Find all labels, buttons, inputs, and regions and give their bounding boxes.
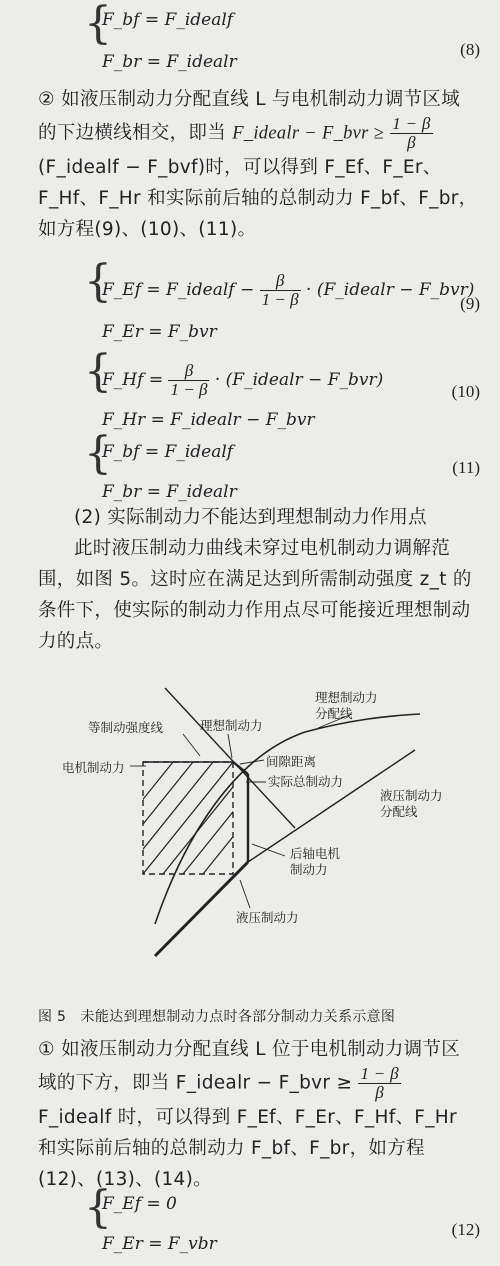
label-gap: 间隙距离	[266, 754, 317, 769]
eq10-fraction: $\frac{\beta}{1 - \beta}$	[170, 361, 208, 399]
label-ideal-force: 理想制动力	[200, 718, 263, 733]
eq10-line1-a: F_Hf =	[102, 370, 164, 390]
label-actual-total: 实际总制动力	[268, 774, 344, 789]
paragraph-2	[38, 1034, 478, 1195]
section-2	[38, 502, 478, 657]
section-body: 此时液压制动力曲线未穿过电机制动力调解范围，如图 5。这时应在满足达到所需制动强度 z_t 的条件下，使实际的制动力作用点尽可能接近理想制动力的点。	[38, 538, 472, 652]
label-rear-motor: 后轴电机	[290, 846, 341, 861]
figure-caption: 图 5 未能达到理想制动力点时各部分制动力关系示意图	[38, 1009, 396, 1025]
hydraulic-force-line	[155, 862, 248, 956]
eq8-line2: F_br = F_idealr	[102, 52, 237, 72]
paragraph-1	[38, 84, 478, 245]
label-hydraulic-distribution-2: 分配线	[380, 804, 418, 819]
eq12-line1: F_Ef = 0	[102, 1194, 177, 1214]
para1-condition: F_idealr − F_bvr ≥	[232, 123, 385, 144]
eq9-line1-b: · (F_idealr − F_bvr)	[306, 280, 475, 300]
eq9-line1-a: F_Ef = F_idealf −	[102, 280, 255, 300]
eq10-line1-b: · (F_idealr − F_bvr)	[214, 370, 384, 390]
label-rear-motor-2: 制动力	[290, 862, 328, 877]
label-ideal-distribution: 理想制动力	[315, 690, 378, 705]
label-hydraulic-force: 液压制动力	[236, 910, 299, 925]
para1-fraction: $\frac{1 - \beta}{\beta}$	[392, 114, 431, 152]
para1-text-a: ② 如液压制动力分配直线 L 与电机制动力调节区域的下边横线相交，即当	[38, 89, 461, 144]
eq11-line1: F_bf = F_idealf	[102, 442, 234, 462]
para2-fraction: $\frac{1 - \beta}{\beta}$	[360, 1064, 399, 1102]
figure-5	[0, 676, 500, 966]
eq12-line2: F_Er = F_vbr	[102, 1234, 217, 1254]
eq9-line2: F_Er = F_bvr	[102, 322, 217, 342]
eq10-number: (10)	[451, 382, 480, 401]
eq9-number: (9)	[460, 294, 480, 313]
label-equal-strength: 等制动强度线	[88, 720, 164, 735]
hatch-lines	[83, 762, 293, 874]
eq9-fraction: $\frac{\beta}{1 - \beta}$	[261, 271, 299, 309]
para2-text-a: ① 如液压制动力分配直线 L 位于电机制动力调节区域的下方，即当 F_idealr − F_bvr ≥	[38, 1039, 461, 1094]
eq11-number: (11)	[452, 458, 480, 477]
eq10-line2: F_Hr = F_idealr − F_bvr	[102, 410, 315, 430]
label-motor-force: 电机制动力	[62, 760, 125, 775]
eq8-number: (8)	[460, 40, 480, 59]
label-hydraulic-distribution: 液压制动力	[380, 788, 443, 803]
eq8-line1: F_bf = F_idealf	[102, 10, 234, 30]
para1-text-b: (F_idealf − F_bvf)时，可以得到 F_Ef、F_Er、F_Hf、F_Hr 和实际前后轴的总制动力 F_bf、F_br，如方程(9)、(10)、(11)。	[38, 157, 478, 240]
label-ideal-distribution-2: 分配线	[315, 706, 353, 721]
eq12-number: (12)	[451, 1220, 480, 1239]
para2-text-b: F_idealf 时，可以得到 F_Ef、F_Er、F_Hf、F_Hr 和实际前后轴的总制动力 F_bf、F_br，如方程(12)、(13)、(14)。	[38, 1107, 457, 1190]
eq11-line2: F_br = F_idealr	[102, 482, 237, 502]
section-heading: (2) 实际制动力不能达到理想制动力作用点	[74, 507, 427, 528]
paper-page: { F_bf = F_idealf F_br = F_idealr (8) ② 如液压制动力分配直线 L 与电机制动力调节区域的下边横线相交，即当 F_idealr − F_bvr ≥ $\frac{1 - \beta}{\beta}$ (F_idealf − F_bvf)时，可以得到 F_Ef、F_Er、F_Hf、F_Hr 和实际前后轴的总制动力 F_bf、F_br，如方程(9)、(10)、(11)。 { F_Ef = F_idealf − $\frac{\beta}{1 - \beta}$ · (F_idealr − F_bvr) F_Er = F_bvr (9) { F_Hf = $\frac{\beta}{1 - \beta}$ · (F_idealr − F_bvr) F_Hr = F_idealr − F_bvr (10) { F_bf = F_idealf F_br = F_idealr (11) (2) 实际制动力不能达到理想制动力作用点 此时液压制动力曲线未穿过电机制动力调解范围，如图 5。这时应在满足达到所需制动强度 z_t 的条件下，使实际的制动力作用点尽可能接近理想制动力的点。 理想制动力 分配线 等制动强度线 理想制动力 电机制动力 间隙距离 实际总制动力 液压制动力 分配线 后轴电机 制动力 液压制动力 图 5 未能达到理想制动力点时各部分制动力关系示意图 ① 如液压制动力分配直线 L 位于电机制动力调节区域的下方，即当 F_idealr − F_bvr ≥ $\frac{1 - \beta}{\beta}$ F_idealf 时，可以得到 F_Ef、F_Er、F_Hf、F_Hr 和实际前后轴的总制动力 F_bf、F_br，如方程(12)、(13)、(14)。 { F_Ef = 0 F_Er = F_vbr (12)	[0, 0, 500, 1266]
